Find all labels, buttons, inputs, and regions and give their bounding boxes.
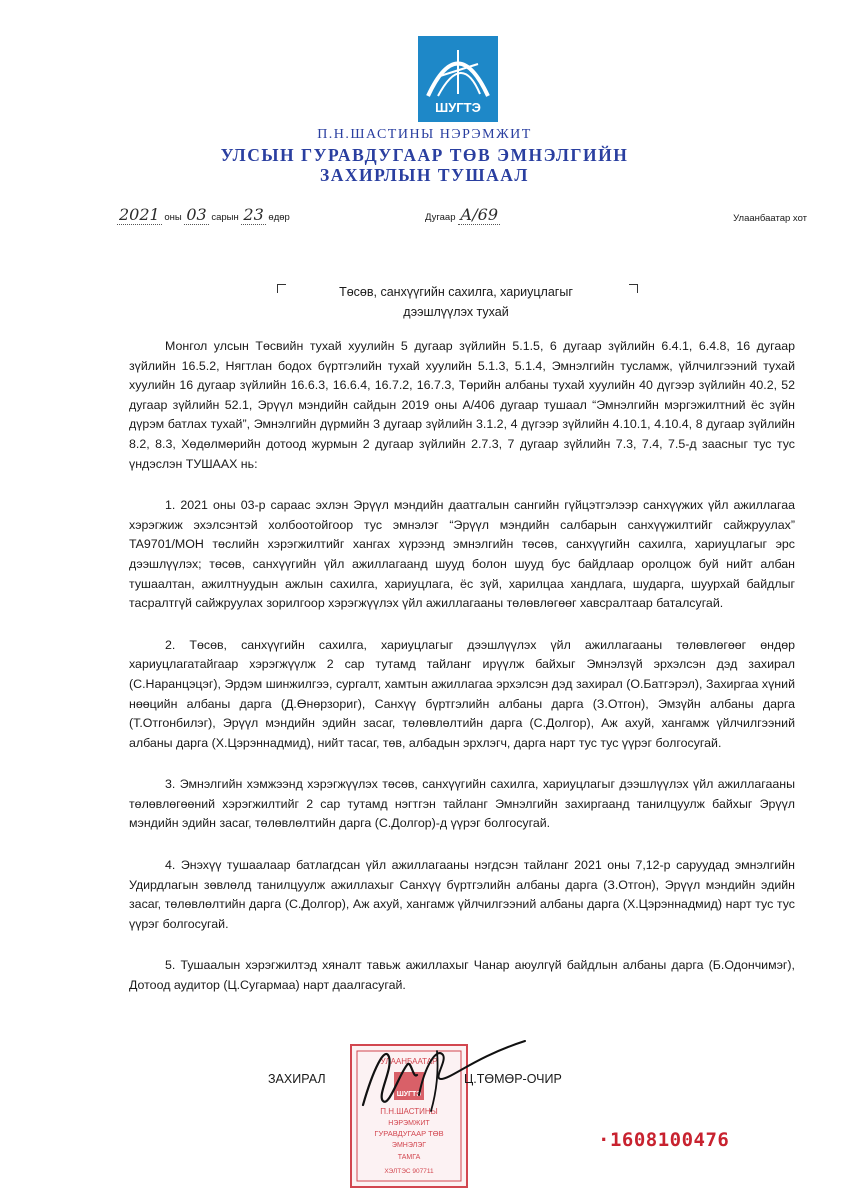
order-number-value: А/69 bbox=[460, 205, 499, 224]
date-month: 03 bbox=[186, 205, 207, 224]
signature-name: Ц.ТӨМӨР-ОЧИР bbox=[464, 1072, 562, 1086]
order-number-label: Дугаар bbox=[425, 212, 456, 223]
clause-4: 4. Энэхүү тушаалаар батлагдсан үйл ажиллагааны нэгдсэн тайланг 2021 оны 7,12-р саруудад эмнэлгийн Удирдлагын зөвлөлд танилцуулж ажиллахыг Санхүү бүртгэлийн албаны дарга (З.Отгон), Эрүүл мэндийн эдийн засаг, төлөвлөлтийн дарга (С.Долгор), Аж ахуй, хангамж үйлчилгээний албаны дарга (Х.Цэрэннадмид) нарт тус тус үүрэг болгосугай. bbox=[129, 858, 795, 931]
order-date bbox=[117, 205, 290, 224]
date-year-label: оны bbox=[164, 212, 182, 223]
preamble-paragraph: Монгол улсын Төсвийн тухай хуулийн 5 дугаар зүйлийн 5.1.5, 6 дугаар зүйлийн 6.4.1, 6.4.8, 16 дугаар зүйлийн 16.5.2, Нягтлан бодох бүртгэлийн тухай хуулийн 5.1.3, 5.1.4, Эмнэлгийн тусламж, үйлчилгээний тухай хуулийн 16 дугаар зүйлийн 16.6.3, 16.6.4, 16.7.2, 16.7.3, Төрийн албаны тухай хуулийн 40 дүгээр зүйлийн 40.2, 52 дугаар зүйлийн 52.1, Эрүүл мэндийн сайдын 2019 оны А/406 дугаар тушаал “Эмнэлгийн мэргэжилтний ёс зүйн дүрэм батлах тухай”, Эмнэлгийн дүрмийн 3 дугаар зүйлийн 3.1.2, 4 дүгээр зүйлийн 4.10.1, 4.10.4, 8 дугаар зүйлийн 8.2, 8.3, Хөдөлмөрийн дотоод журмын 2 дугаар зүйлийн 2.7.3, 7 дугаар зүйлийн 7.3, 7.4, 7.5-д заасныг тус тус үндэслэн ТУШААХ нь: bbox=[129, 339, 795, 471]
stamp-line1: П.Н.ШАСТИНЫ bbox=[380, 1107, 438, 1116]
subject-line1: Төсөв, санхүүгийн сахилга, хариуцлагыг bbox=[339, 285, 573, 299]
stamp-top: УЛААНБААТАР bbox=[380, 1057, 438, 1066]
logo-text: ШУГТЭ bbox=[435, 100, 481, 115]
stamp-line6: ХЭЛТЭС 907711 bbox=[384, 1168, 434, 1175]
clause-2: 2. Төсөв, санхүүгийн сахилга, хариуцлагыг дээшлүүлэх үйл ажиллагааны төлөвлөгөөг өндөр хариуцлагатайгаар хэрэгжүүлж 2 сар тутамд тайланг ирүүлж байхыг Эмнэлзүй эрхэлсэн дэд захирал (С.Наранцэцэг), Эрдэм шинжилгээ, сургалт, хамтын ажиллагаа эрхэлсэн дэд захирал (О.Батгэрэл), Захиргаа хүний нөөцийн албаны дарга (Д.Өнөрзориг), Санхүү бүртгэлийн албаны дарга (З.Отгон), Эмзүйн албаны дарга (Т.Отгонбилэг), Эрүүл мэндийн эдийн засаг, төлөвлөлтийн дарга (С.Долгор), Аж ахуй, хангамж үйлчилгээний албаны дарга (Х.Цэрэннадмид), нийт тасаг, төв, албадын эрхлэгч, дарга нарт тус тус үүрэг болгосугай. bbox=[129, 637, 795, 750]
header-line3: ЗАХИРЛЫН ТУШААЛ bbox=[320, 165, 529, 185]
city-label: Улаанбаатар хот bbox=[733, 213, 807, 224]
stamp-line5: ТАМГА bbox=[397, 1154, 421, 1161]
clause-1: 1. 2021 оны 03-р сараас эхлэн Эрүүл мэндийн даатгалын сангийн гүйцэтгэлээр санхүүжих үйл ажиллагаа хэрэгжиж эхэлсэнтэй холбоотойгоор тус эмнэлэг “Эрүүл мэндийн салбарын санхүүжилтийг сайжруулах” TA9701/MOH төслийн хэрэгжилтийг хангах хүрээнд эмнэлгийн төсөв, санхүүгийн сахилга, хариуцлагыг эрс дээшлүүлэх; төсөв, санхүүгийн үйл ажиллагаанд шууд болон шууд бус байдлаар оролцож буй нийт албан тушаалтан, ажилтнуудын ажлын сахилга, хариуцлага, ёс зүй, харилцаа хандлага, шударга, шуурхай байдлыг тасралтгүй сайжруулах зорилгоор хэрэгжүүлэх үйл ажиллагааны төлөвлөгөөг хавсралтаар баталсугай. bbox=[129, 498, 795, 611]
serial-number: ·1608100476 bbox=[598, 1129, 730, 1151]
header-line1: П.Н.ШАСТИНЫ НЭРЭМЖИТ bbox=[317, 127, 532, 142]
hospital-logo bbox=[418, 36, 498, 122]
date-day-label: өдөр bbox=[268, 212, 290, 223]
clause-5: 5. Тушаалын хэрэгжилтэд хяналт тавьж ажиллахыг Чанар аюулгүй байдлын албаны дарга (Б.Одончимэг), Дотоод аудитор (Ц.Сугармаа) нарт даалгасугай. bbox=[129, 958, 795, 993]
stamp-line4: ЭМНЭЛЭГ bbox=[391, 1142, 427, 1149]
signature-title: ЗАХИРАЛ bbox=[268, 1072, 326, 1086]
stamp-line2: НЭРЭМЖИТ bbox=[388, 1120, 430, 1127]
date-year: 2021 bbox=[119, 205, 160, 224]
subject-line2: дээшлүүлэх тухай bbox=[403, 305, 509, 319]
order-body bbox=[129, 337, 795, 1018]
clause-3: 3. Эмнэлгийн хэмжээнд хэрэгжүүлэх төсөв, санхүүгийн сахилга, хариуцлагыг дээшлүүлэх үйл ажиллагааны төлөвлөгөөний хэрэгжилтийг 2 сар тутамд нэгтгэн тайланг Эмнэлгийн захиргаанд танилцуулж байхыг Эрүүл мэндийн эдийн засаг, төлөвлөлтийн дарга (С.Долгор)-д үүрэг болгосугай. bbox=[129, 777, 795, 831]
stamp-line3: ГУРАВДУГААР ТӨВ bbox=[374, 1129, 444, 1138]
header-line2: УЛСЫН ГУРАВДУГААР ТӨВ ЭМНЭЛГИЙН bbox=[220, 145, 629, 165]
stamp-logo-text: ШУГТЭ bbox=[396, 1091, 422, 1098]
date-month-label: сарын bbox=[211, 212, 239, 223]
order-number bbox=[425, 205, 500, 224]
subject bbox=[280, 282, 632, 322]
date-day: 23 bbox=[243, 205, 264, 224]
